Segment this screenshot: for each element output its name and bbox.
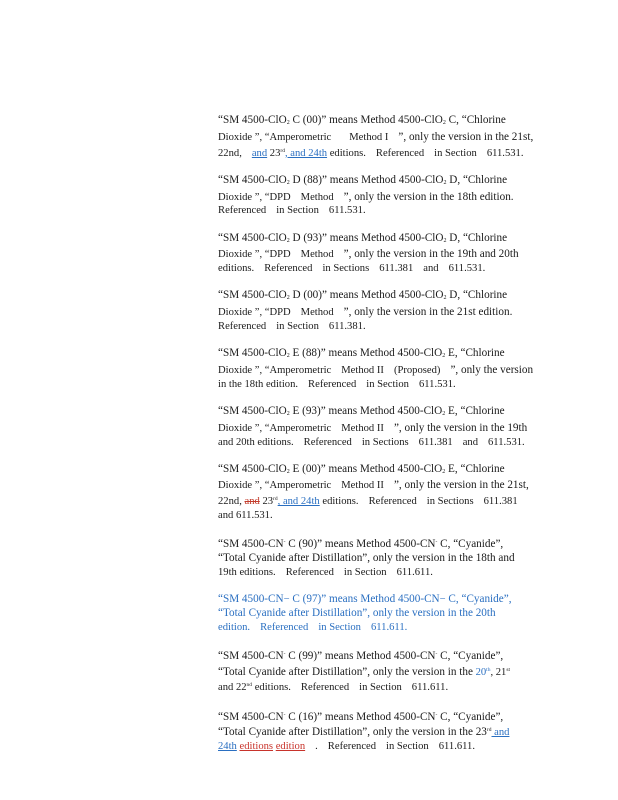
definition-text: D (00)” means Method 4500-ClO: [289, 289, 444, 302]
definition-paragraph: [218, 536, 548, 579]
definition-text: Dioxide ”, “Amperometric: [218, 131, 332, 143]
superscript: st: [506, 666, 511, 673]
definition-text: “Total Cyanide after Distillation”, only the version in the 20th: [218, 606, 496, 619]
definition-text: Referenced: [218, 320, 267, 332]
section-reference: 611.381.: [328, 320, 366, 332]
definition-text: “Total Cyanide after Distillation”, only the version in the 18th and: [218, 552, 515, 565]
subscript: 2: [286, 295, 290, 302]
subscript: 2: [442, 120, 446, 126]
section-reference: 611.611.: [438, 741, 475, 753]
section-reference: 611.531.: [486, 147, 524, 159]
definition-text: Method II: [341, 480, 384, 492]
inserted-text: , and 24th: [277, 496, 320, 508]
deleted-text: editions: [239, 741, 274, 753]
definition-text: Dioxide ”, “Amperometric: [218, 364, 332, 376]
superscript: -: [435, 711, 438, 718]
definition-text: in Sections: [426, 496, 474, 508]
definition-paragraph: [218, 232, 548, 276]
inserted-text: 20: [475, 666, 487, 678]
definition-text: in Section: [276, 205, 319, 217]
definition-text: C, “Cyanide”,: [437, 538, 504, 551]
definition-text: E (93)” means Method 4500-ClO: [289, 404, 443, 417]
definition-text: Referenced: [300, 682, 350, 694]
term-text: “SM 4500-CN: [218, 593, 284, 606]
definition-text: Method II: [341, 422, 384, 434]
definition-text: in Sections: [322, 263, 370, 275]
definition-text: 23: [262, 496, 274, 508]
definition-text: ”, only the version in the 18th edition.: [343, 190, 514, 203]
definition-text: and 22: [218, 682, 247, 694]
subscript: 2: [442, 410, 446, 417]
definition-text: , 21: [490, 666, 507, 678]
subscript: 2: [286, 237, 290, 244]
inserted-text: , and 24th: [284, 147, 328, 159]
definition-text: editions.: [319, 496, 359, 508]
definition-text: D, “Chlorine: [446, 173, 508, 186]
term-text: “SM 4500-CN: [218, 538, 284, 551]
definition-text: “Total Cyanide after Distillation”, only the version in the: [218, 665, 473, 678]
definition-text: D, “Chlorine: [446, 289, 508, 302]
definition-text: C (90)” means Method 4500-CN: [285, 538, 436, 551]
superscript: −: [283, 594, 290, 606]
section-reference: 611.381: [379, 263, 414, 275]
definition-paragraph: [218, 174, 548, 218]
definition-text: ”, only the version: [450, 363, 534, 376]
definition-text: 22nd,: [218, 496, 242, 508]
definition-text: in Section: [386, 741, 429, 753]
term-text: “SM 4500-ClO: [218, 289, 287, 302]
definition-paragraph: [218, 405, 548, 449]
term-text: “SM 4500-ClO: [218, 347, 287, 360]
definition-text: and: [462, 436, 478, 448]
definition-text: Method: [300, 249, 334, 261]
definition-text: (Proposed): [393, 364, 441, 376]
term-text: “SM 4500-CN: [218, 649, 284, 662]
definition-text: edition.: [218, 621, 251, 633]
section-reference: 611.381: [418, 436, 453, 448]
superscript: rd: [486, 727, 492, 734]
definition-paragraph: [218, 347, 548, 391]
definition-text: Dioxide ”, “Amperometric: [218, 422, 332, 434]
inserted-text: 24th: [218, 741, 237, 753]
term-text: “SM 4500-ClO: [218, 231, 287, 244]
definition-text: ”, only the version in the 19th and 20th: [343, 248, 519, 261]
superscript: -: [283, 650, 286, 657]
definition-text: Method I: [349, 131, 389, 143]
section-reference: 611.531.: [448, 263, 486, 275]
definition-paragraph: [218, 709, 548, 754]
definition-text: D (93)” means Method 4500-ClO: [289, 231, 444, 244]
superscript: rd: [280, 147, 285, 154]
subscript: 2: [286, 410, 290, 417]
subscript: 2: [286, 353, 290, 360]
subscript: 2: [442, 468, 446, 475]
section-reference: 611.531.: [418, 378, 456, 390]
definition-text: Dioxide ”, “DPD: [218, 191, 291, 203]
definition-text: Referenced: [303, 436, 352, 448]
definition-text: Dioxide ”, “DPD: [218, 249, 291, 261]
definition-text: Referenced: [308, 378, 357, 390]
section-reference: 611.531.: [328, 205, 366, 217]
superscript: -: [435, 539, 438, 546]
definition-text: C, “Cyanide”,: [437, 710, 504, 723]
definition-text: ”, only the version in the 21st edition.: [343, 306, 513, 319]
definition-text: in Section: [366, 378, 409, 390]
definition-text: C, “Cyanide”,: [437, 649, 504, 662]
definition-text: Referenced: [264, 263, 313, 275]
subscript: 2: [286, 468, 290, 475]
superscript: -: [435, 650, 438, 657]
definition-text: and 20th editions.: [218, 436, 294, 448]
definition-text: Method II: [341, 364, 384, 376]
superscript: th: [486, 666, 491, 673]
definition-text: and: [423, 263, 439, 275]
definition-text: in the 18th edition.: [218, 378, 299, 390]
definition-text: C, “Chlorine: [445, 114, 506, 126]
definition-text: 19th editions.: [218, 566, 276, 578]
definition-paragraph: [218, 463, 548, 523]
definition-text: C (00)” means Method 4500-ClO: [289, 114, 443, 126]
definition-text: C (97)” means Method 4500-CN: [289, 593, 440, 606]
definition-text: D (88)” means Method 4500-ClO: [289, 173, 444, 186]
section-reference: 611.611.: [396, 566, 433, 578]
definition-text: editions.: [327, 147, 366, 159]
subscript: 2: [286, 179, 290, 186]
definition-text: .: [315, 741, 318, 753]
definition-paragraph: [218, 289, 548, 333]
definition-text: E (88)” means Method 4500-ClO: [289, 347, 443, 360]
section-reference: 611.611.: [411, 682, 449, 694]
inserted-text: and: [251, 147, 268, 159]
definition-text: ”, only the version in the 21st,: [393, 479, 529, 492]
definition-text: 22nd,: [218, 147, 242, 159]
section-reference: 611.611.: [370, 621, 408, 633]
definition-text: C, “Cyanide”,: [445, 593, 512, 606]
definition-text: in Section: [359, 682, 402, 694]
definition-text: Referenced: [368, 496, 417, 508]
definition-text: Referenced: [218, 205, 267, 217]
definition-text: in Sections: [361, 436, 409, 448]
definition-text: editions.: [252, 682, 291, 694]
definition-text: in Section: [276, 320, 319, 332]
superscript: nd: [246, 682, 253, 689]
inserted-text: and: [491, 727, 510, 739]
definition-text: Referenced: [327, 741, 377, 753]
definition-text: ”, only the version in the 21st,: [398, 130, 534, 143]
definition-text: in Section: [343, 566, 387, 578]
definition-text: Referenced: [375, 147, 425, 159]
superscript: −: [439, 594, 446, 606]
section-reference: 611.381: [483, 496, 518, 508]
definition-text: Dioxide ”, “Amperometric: [218, 480, 332, 492]
definition-text: E, “Chlorine: [445, 347, 505, 360]
superscript: rd: [273, 496, 278, 503]
definition-text: 23: [269, 147, 281, 159]
definition-text: C (99)” means Method 4500-CN: [285, 649, 436, 662]
definition-text: Method: [300, 191, 334, 203]
term-text: “SM 4500-CN: [218, 710, 284, 723]
definition-text: D, “Chlorine: [446, 231, 508, 244]
definition-text: E, “Chlorine: [445, 404, 505, 417]
inserted-text: edition: [275, 741, 306, 753]
subscript: 2: [442, 353, 446, 360]
definition-text: C (16)” means Method 4500-CN: [285, 710, 436, 723]
deleted-text: and: [244, 496, 260, 508]
term-text: “SM 4500-ClO: [218, 173, 287, 186]
definition-text: ”, only the version in the 19th: [393, 421, 528, 434]
document-body: [218, 114, 548, 767]
definition-paragraph: [218, 114, 548, 160]
term-text: “SM 4500-ClO: [218, 114, 287, 126]
section-reference: and 611.531.: [218, 510, 273, 522]
definition-text: E, “Chlorine: [445, 462, 505, 475]
definition-text: Dioxide ”, “DPD: [218, 307, 291, 319]
superscript: -: [283, 539, 286, 546]
definition-text: “Total Cyanide after Distillation”, only the version in the 23: [218, 726, 487, 739]
definition-text: Referenced: [260, 621, 309, 633]
definition-text: in Section: [434, 147, 477, 159]
term-text: “SM 4500-ClO: [218, 462, 287, 475]
definition-text: Method: [300, 307, 334, 319]
term-text: “SM 4500-ClO: [218, 404, 287, 417]
subscript: 2: [443, 179, 447, 186]
definition-paragraph: [218, 648, 548, 695]
subscript: 2: [443, 237, 447, 244]
definition-text: in Section: [318, 621, 361, 633]
definition-paragraph-inserted: [218, 593, 548, 634]
subscript: 2: [443, 295, 447, 302]
definition-text: editions.: [218, 263, 255, 275]
superscript: -: [283, 711, 286, 718]
section-reference: 611.531.: [488, 436, 525, 448]
subscript: 2: [286, 120, 290, 126]
definition-text: Referenced: [285, 566, 334, 578]
definition-text: E (00)” means Method 4500-ClO: [289, 462, 443, 475]
